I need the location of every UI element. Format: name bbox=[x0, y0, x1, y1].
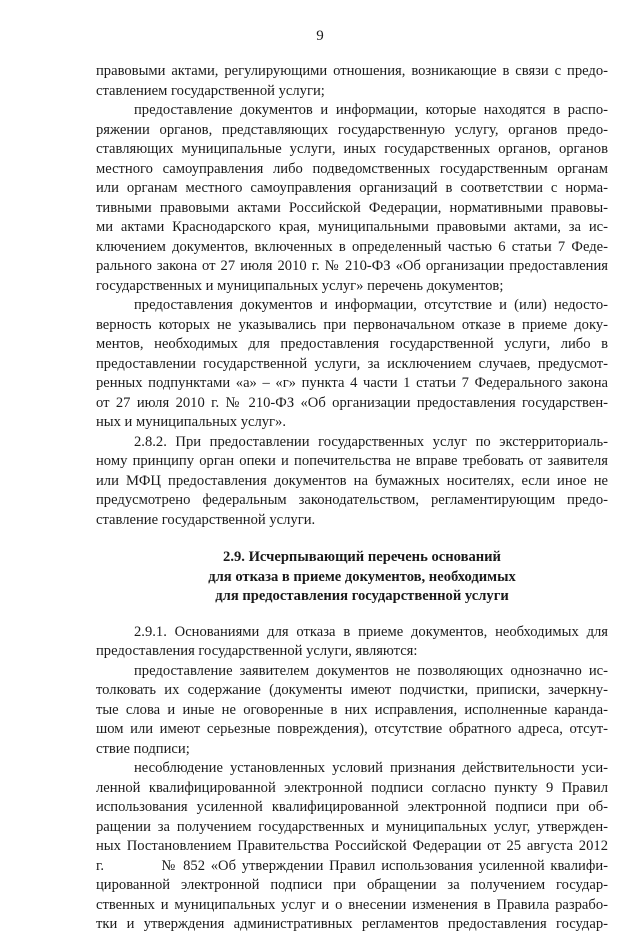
heading-line: 2.9. Исчерпывающий перечень оснований bbox=[223, 549, 501, 565]
text-line: ренных подпунктами «а» – «г» пункта 4 части 1 статьи 7 Федерального закона bbox=[96, 375, 608, 391]
text-line: от 27 июля 2010 г. № 210-ФЗ «Об организации предоставления государствен- bbox=[96, 394, 608, 411]
text-line: ряжении органов, представляющих государственную услугу, органов предо- bbox=[96, 121, 608, 138]
text-line: ставляющих муниципальные услуги, иных государственных органов, органов bbox=[96, 141, 608, 157]
text-line: несоблюдение установленных условий признания действительности уси- bbox=[134, 760, 608, 776]
text-line: ставление государственной услуги. bbox=[96, 511, 316, 528]
text-line: предоставление заявителем документов не позволяющих однозначно ис- bbox=[134, 662, 608, 679]
text-line: предоставление документов и информации, которые находятся в распо- bbox=[134, 102, 608, 118]
text-line: ключением документов, включенных в определенный частью 6 статьи 7 Феде- bbox=[96, 238, 608, 255]
section-heading-2-9 bbox=[96, 548, 608, 607]
text-line: верность которых не указывались при первоначальном отказе в приеме доку- bbox=[96, 316, 608, 333]
text-line: ному принципу орган опеки и попечительства не вправе требовать от заявителя bbox=[96, 453, 608, 469]
text-line: местного самоуправления либо подведомственных государственным органам bbox=[96, 160, 608, 177]
text-line: государственных и муниципальных услуг» перечень документов; bbox=[96, 277, 504, 294]
text-line: предусмотрено федеральным законодательством, регламентирующим предо- bbox=[96, 492, 608, 508]
text-line: предоставления документов и информации, отсутствие и (или) недосто- bbox=[134, 297, 608, 313]
paragraph-documents-provision bbox=[96, 101, 608, 296]
paragraph-electronic-signature bbox=[96, 759, 608, 935]
text-line: толковать их содержание (документы имеют подчистки, приписки, зачеркну- bbox=[96, 682, 608, 698]
text-line: г. № 852 «Об утверждении Правил использования усиленной квалифи- bbox=[96, 857, 608, 874]
text-line: цированной электронной подписи при обращении за получением государ- bbox=[96, 877, 608, 893]
heading-line: для отказа в приеме документов, необходимых bbox=[208, 568, 516, 585]
text-line: ставлением государственной услуги; bbox=[96, 82, 325, 99]
text-line: ных Постановлением Правительства Российской Федерации от 25 августа 2012 bbox=[96, 838, 608, 854]
text-line: ных и муниципальных услуг». bbox=[96, 414, 286, 430]
text-line: предоставлении государственной услуги, за исключением случаев, предусмот- bbox=[96, 355, 608, 372]
text-line: ствие подписи; bbox=[96, 740, 190, 757]
text-line: использования усиленной квалифицированной электронной подписи при об- bbox=[96, 799, 608, 815]
text-line: ственных и муниципальных услуг и о внесении изменения в Правила разрабо- bbox=[96, 896, 608, 913]
text-line: ми актами Краснодарского края, муниципальными правовыми актами, за ис- bbox=[96, 219, 608, 235]
text-line: предоставления государственной услуги, являются: bbox=[96, 643, 418, 659]
text-line: или МФЦ предоставления документов на бумажных носителях, если иное не bbox=[96, 472, 608, 489]
document-body bbox=[96, 62, 608, 935]
text-line: 2.9.1. Основаниями для отказа в приеме документов, необходимых для bbox=[134, 623, 608, 640]
text-line: ращении за получением государственных и муниципальных услуг, утвержден- bbox=[96, 818, 608, 835]
text-line: тивными правовыми актами Российской Федерации, нормативными правовы- bbox=[96, 199, 608, 216]
paragraph-ambiguous-documents bbox=[96, 662, 608, 760]
paragraph-2-8-2 bbox=[96, 433, 608, 531]
text-line: ленной квалифицированной электронной подписи согласно пункту 9 Правил bbox=[96, 779, 608, 796]
text-line: правовыми актами, регулирующими отношения, возникающие в связи с предо- bbox=[96, 63, 608, 79]
text-line: шом или имеют серьезные повреждения), отсутствие обратного адреса, отсут- bbox=[96, 721, 608, 737]
text-line: тки и утверждения административных регламентов предоставления государ- bbox=[96, 916, 608, 932]
text-line: тые слова и иные не оговоренные в них исправления, исполненные каранда- bbox=[96, 701, 608, 718]
page-number: 9 bbox=[316, 28, 324, 44]
heading-line: для предоставления государственной услуги bbox=[215, 588, 509, 604]
text-line: или органам местного самоуправления организаций в соответствии с норма- bbox=[96, 180, 608, 196]
paragraph-2-9-1 bbox=[96, 623, 608, 662]
text-line: 2.8.2. При предоставлении государственных услуг по экстерриториаль- bbox=[134, 433, 608, 450]
text-line: ментов, необходимых для предоставления государственной услуги, либо в bbox=[96, 336, 608, 352]
paragraph-legal-acts bbox=[96, 62, 608, 101]
text-line: рального закона от 27 июля 2010 г. № 210-ФЗ «Об организации предоставления bbox=[96, 258, 608, 274]
paragraph-documents-inaccuracy bbox=[96, 296, 608, 433]
